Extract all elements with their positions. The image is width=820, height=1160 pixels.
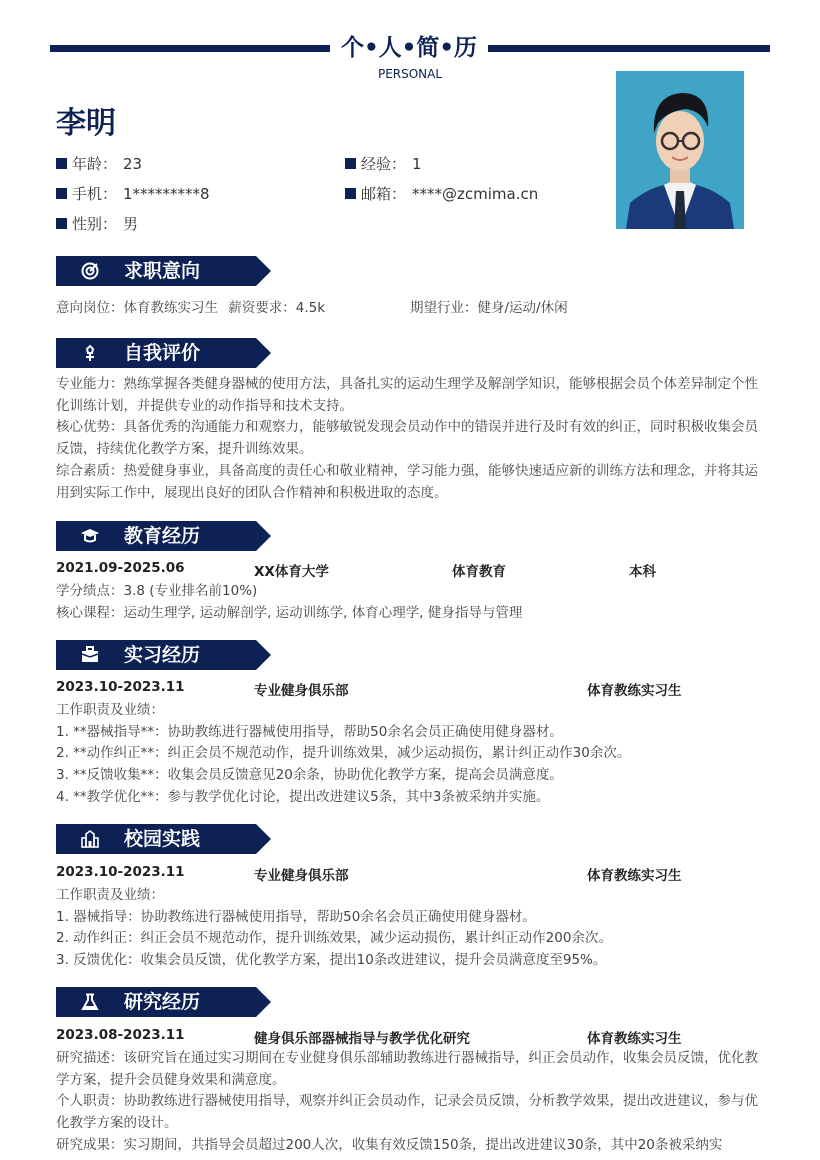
- info-label: 年龄：: [72, 155, 118, 173]
- intent-salary: 薪资要求：4.5k: [228, 300, 326, 316]
- section-title: 求职意向: [124, 260, 201, 282]
- resume-subtitle: PERSONAL: [377, 67, 443, 81]
- info-label: 邮箱：: [361, 185, 407, 203]
- education-period: 2021.09-2025.06: [56, 560, 185, 576]
- education-line: 核心课程：运动生理学, 运动解剖学, 运动训练学, 体育心理学, 健身指导与管理: [56, 604, 523, 621]
- flower-icon: [80, 344, 100, 362]
- person-portrait-icon: [616, 71, 744, 229]
- research-project: 健身俱乐部器械指导与教学优化研究: [254, 1031, 470, 1047]
- section-header-research: [56, 987, 271, 1017]
- section-header-intent: [56, 256, 271, 286]
- self-eval-paragraph: 核心优势：具备优秀的沟通能力和观察力，能够敏锐发现会员动作中的错误并进行及时有效的纠正，同时积极收集会员反馈，持续优化教学方案，提升训练效果。: [56, 419, 758, 458]
- info-value: 1*********8: [123, 184, 210, 203]
- campus-role: 体育教练实习生: [587, 868, 682, 884]
- education-line: 学分绩点：3.8 (专业排名前10%): [56, 583, 258, 599]
- campus-period: 2023.10-2023.11: [56, 864, 185, 880]
- graduation-cap-icon: [80, 527, 100, 545]
- section-title: 校园实践: [124, 828, 201, 850]
- resume-title-row: [50, 32, 770, 66]
- info-phone: [56, 183, 210, 204]
- bullet-square-icon: [345, 188, 356, 199]
- intent-details: [56, 298, 766, 320]
- info-gender: [56, 213, 138, 234]
- section-title: 实习经历: [124, 644, 201, 666]
- research-paragraph: 个人职责：协助教练进行器械使用指导，观察并纠正会员动作，记录会员反馈，分析教学效果，提出改进建议，参与优化教学方案的设计。: [56, 1093, 758, 1132]
- flask-icon: [80, 993, 100, 1011]
- campus-line: 3. 反馈优化：收集会员反馈，优化教学方案，提出10条改进建议，提升会员满意度至95%。: [56, 952, 607, 969]
- research-period: 2023.08-2023.11: [56, 1027, 185, 1043]
- internship-line: 2. **动作纠正**：纠正会员不规范动作，提升训练效果，减少运动损伤，累计纠正动作30余次。: [56, 745, 631, 762]
- section-header-self-eval: [56, 338, 271, 368]
- education-details: [56, 581, 766, 624]
- campus-details: [56, 885, 766, 972]
- section-header-education: [56, 521, 271, 551]
- research-role: 体育教练实习生: [587, 1031, 682, 1047]
- internship-line: 3. **反馈收集**：收集会员反馈意见20余条，协助优化教学方案，提高会员满意度。: [56, 767, 563, 784]
- research-details: [56, 1048, 766, 1157]
- briefcase-icon: [80, 646, 100, 664]
- info-label: 性别：: [72, 215, 118, 233]
- internship-line: 4. **教学优化**：参与教学优化讨论，提出改进建议5条，其中3条被采纳并实施。: [56, 788, 550, 805]
- title-divider-right: [488, 45, 770, 52]
- internship-period: 2023.10-2023.11: [56, 679, 185, 695]
- intent-position: 意向岗位：体育教练实习生: [56, 300, 218, 316]
- school-building-icon: [80, 830, 100, 848]
- info-value: 男: [123, 215, 139, 233]
- self-eval-paragraph: 专业能力：熟练掌握各类健身器械的使用方法，具备扎实的运动生理学及解剖学知识，能够根据会员个体差异制定个性化训练计划，并提供专业的动作指导和技术支持。: [56, 376, 758, 414]
- internship-line: 1. **器械指导**：协助教练进行器械使用指导，帮助50余名会员正确使用健身器材。: [56, 723, 563, 740]
- bullet-square-icon: [345, 158, 356, 169]
- education-major: 体育教育: [452, 564, 506, 580]
- campus-line: 2. 动作纠正：纠正会员不规范动作，提升训练效果，减少运动损伤，累计纠正动作200余次。: [56, 930, 612, 947]
- internship-role: 体育教练实习生: [587, 683, 682, 699]
- section-header-internship: [56, 640, 271, 670]
- info-experience: [345, 153, 422, 174]
- bullet-square-icon: [56, 218, 67, 229]
- info-label: 手机：: [72, 185, 118, 203]
- bullet-square-icon: [56, 188, 67, 199]
- info-value: ****@zcmima.cn: [412, 184, 539, 203]
- section-title: 研究经历: [124, 991, 201, 1013]
- self-eval-paragraph: 综合素质：热爱健身事业，具备高度的责任心和敬业精神，学习能力强，能够快速适应新的训练方法和理念，并将其运用到实际工作中，展现出良好的团队合作精神和积极进取的态度。: [56, 462, 758, 501]
- info-label: 经验：: [361, 155, 407, 173]
- info-value: 23: [123, 154, 143, 173]
- info-age: [56, 153, 142, 174]
- education-school: XX体育大学: [254, 564, 329, 580]
- target-icon: [80, 262, 100, 280]
- campus-org: 专业健身俱乐部: [254, 868, 349, 884]
- education-summary-row: [56, 560, 185, 576]
- resume-title: 个•人•简•历: [340, 35, 478, 61]
- internship-org: 专业健身俱乐部: [254, 683, 349, 699]
- section-title: 自我评价: [124, 342, 201, 364]
- candidate-name: 李明: [56, 106, 116, 141]
- self-eval-text: [56, 374, 766, 504]
- internship-details: [56, 700, 766, 809]
- bullet-square-icon: [56, 158, 67, 169]
- research-paragraph: 研究成果：实习期间，共指导会员超过200人次，收集有效反馈150条，提出改进建议30条，其中20条被采纳实: [56, 1136, 723, 1153]
- title-divider-left: [50, 45, 330, 52]
- info-email: [345, 183, 538, 204]
- education-degree: 本科: [629, 564, 656, 580]
- internship-line: 工作职责及业绩：: [56, 702, 164, 718]
- campus-line: 1. 器械指导：协助教练进行器械使用指导，帮助50余名会员正确使用健身器材。: [56, 908, 536, 925]
- section-title: 教育经历: [124, 525, 201, 547]
- info-value: 1: [412, 154, 422, 173]
- campus-line: 工作职责及业绩：: [56, 887, 164, 903]
- section-header-campus: [56, 824, 271, 854]
- intent-industry: 期望行业：健身/运动/休闲: [410, 300, 568, 316]
- profile-photo: [616, 71, 744, 229]
- research-paragraph: 研究描述：该研究旨在通过实习期间在专业健身俱乐部辅助教练进行器械指导，纠正会员动作，收集会员反馈，优化教学方案，提升会员健身效果和满意度。: [56, 1050, 758, 1088]
